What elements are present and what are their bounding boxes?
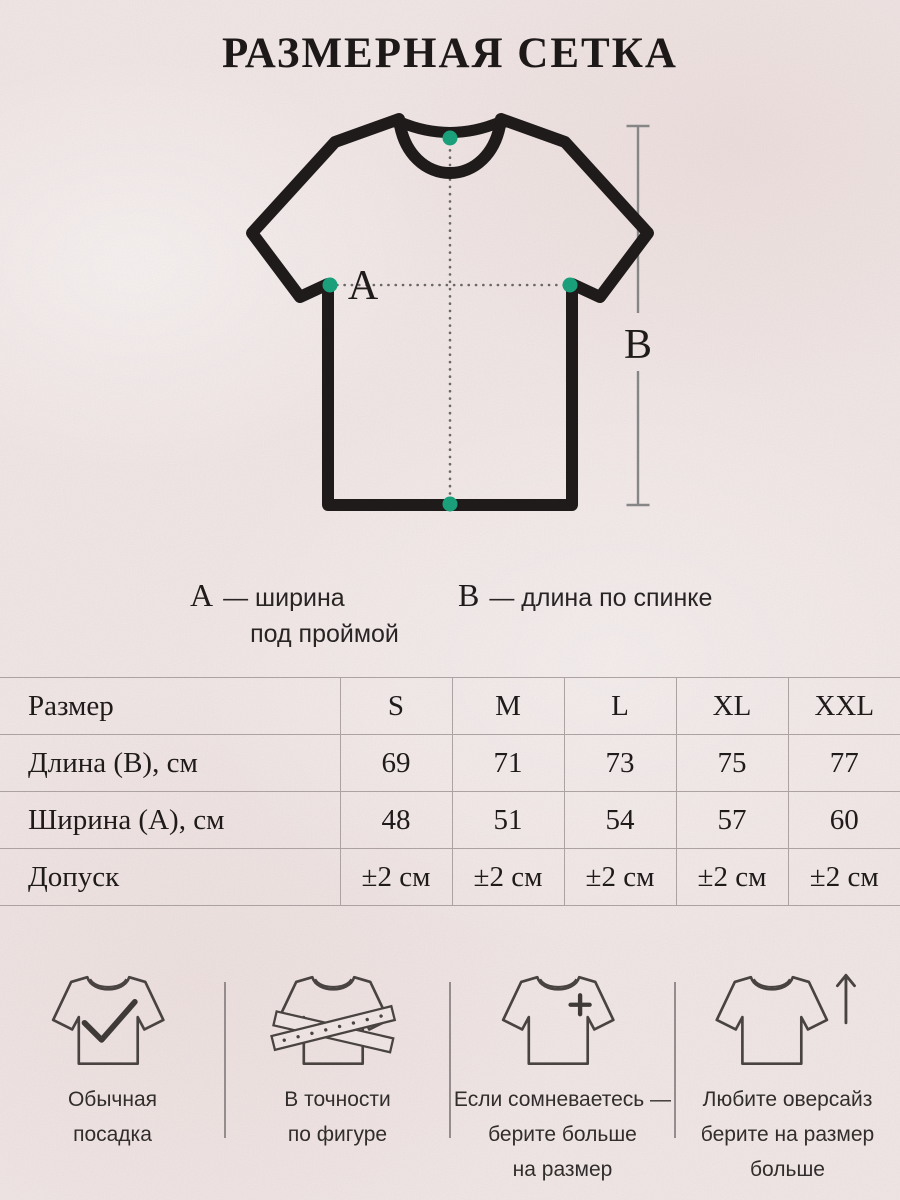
table-header-label: Размер [28, 689, 114, 722]
size-column-header: XXL [788, 678, 900, 735]
size-cell: ±2 см [452, 849, 564, 906]
measure-point-neck [443, 131, 458, 146]
caption-line: по фигуре [287, 1123, 388, 1146]
page-title: РАЗМЕРНАЯ СЕТКА [222, 29, 678, 77]
fit-caption [68, 1082, 157, 1152]
size-column-header: XL [676, 678, 788, 735]
size-cell: 60 [788, 792, 900, 849]
measure-point-left-armpit [323, 278, 338, 293]
tshirt-plus-icon [487, 962, 639, 1076]
legend-length-text [489, 580, 712, 616]
measure-point-right-armpit [563, 278, 578, 293]
caption-line: на размер [512, 1158, 613, 1181]
caption-line: Если сомневаетесь — [453, 1088, 672, 1111]
legend-width-letter: A [190, 577, 214, 613]
legend-width-line2: под проймой [250, 620, 399, 648]
table-row-tolerance [0, 849, 900, 906]
caption-line: берите больше [488, 1123, 637, 1146]
size-cell: 69 [340, 735, 452, 792]
caption-line: В точности [284, 1088, 391, 1111]
size-cell: 48 [340, 792, 452, 849]
legend-width-text [223, 580, 399, 652]
row-label: Допуск [28, 860, 120, 893]
size-column-header: S [340, 678, 452, 735]
caption-line: посадка [73, 1123, 152, 1146]
size-cell: 71 [452, 735, 564, 792]
legend-length [458, 577, 712, 616]
fit-option-regular [0, 962, 225, 1187]
table-row-width [0, 792, 900, 849]
size-cell: 77 [788, 735, 900, 792]
legend [0, 577, 900, 657]
caption-line: больше [750, 1158, 825, 1181]
size-cell: 57 [676, 792, 788, 849]
legend-length-letter: B [458, 577, 480, 613]
size-column-header: L [564, 678, 676, 735]
row-label: Длина (B), см [28, 746, 198, 779]
size-cell: ±2 см [676, 849, 788, 906]
length-measure-line [627, 126, 650, 505]
row-label: Ширина (A), см [28, 803, 225, 836]
tshirt-check-icon [37, 962, 189, 1076]
tshirt-tape-icon [262, 962, 414, 1076]
caption-line: берите на размер [700, 1123, 875, 1146]
length-label: B [623, 322, 653, 368]
size-cell: ±2 см [788, 849, 900, 906]
legend-width [190, 577, 399, 652]
table-row-length [0, 735, 900, 792]
legend-length-line1: — длина по спинке [489, 584, 713, 612]
size-cell: 54 [564, 792, 676, 849]
fit-option-size-up-if-unsure [450, 962, 675, 1187]
size-column-header: M [452, 678, 564, 735]
size-cell: 51 [452, 792, 564, 849]
fit-option-oversize [675, 962, 900, 1187]
size-cell: 73 [564, 735, 676, 792]
fit-option-exact [225, 962, 450, 1187]
size-cell: ±2 см [564, 849, 676, 906]
size-cell: 75 [676, 735, 788, 792]
caption-line: Обычная [67, 1088, 158, 1111]
measure-point-hem [443, 497, 458, 512]
fit-caption [454, 1082, 671, 1187]
caption-line: Любите оверсайз [702, 1088, 873, 1111]
tshirt-measurement-diagram [0, 85, 900, 555]
fit-guide [0, 962, 900, 1187]
fit-caption [284, 1082, 391, 1152]
size-cell: ±2 см [340, 849, 452, 906]
fit-caption [701, 1082, 874, 1187]
tshirt-arrow-icon [712, 962, 864, 1076]
size-table [0, 677, 900, 906]
width-label: A [347, 263, 379, 309]
table-header-row [0, 678, 900, 735]
legend-width-line1: — ширина [223, 584, 345, 612]
